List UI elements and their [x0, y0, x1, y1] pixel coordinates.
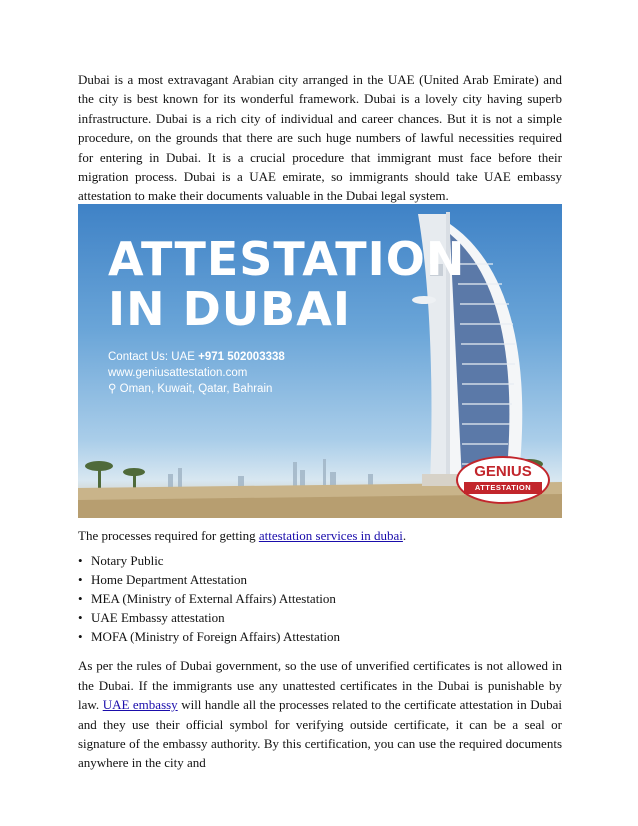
contact-phone: +971 502003338 — [198, 351, 285, 363]
map-pin-icon: ⚲ — [108, 383, 120, 395]
contact-label: Contact Us: UAE — [108, 351, 199, 363]
process-list — [78, 551, 562, 646]
list-item — [78, 551, 562, 570]
list-item — [78, 627, 562, 646]
list-item — [78, 589, 562, 608]
list-item-label: MEA (Ministry of External Affairs) Attestation — [91, 591, 336, 607]
list-item-label: Home Department Attestation — [91, 572, 247, 588]
attestation-banner-image — [78, 204, 562, 518]
attestation-services-link[interactable]: attestation services in dubai — [258, 528, 403, 543]
logo-subtitle: ATTESTATION — [464, 482, 542, 494]
locations-text: Oman, Kuwait, Qatar, Bahrain — [119, 383, 273, 395]
bullet-icon: • — [78, 591, 83, 607]
uae-embassy-link[interactable]: UAE embassy — [102, 697, 178, 713]
banner-locations — [108, 382, 272, 397]
document-page — [78, 70, 562, 773]
list-item — [78, 608, 562, 627]
logo-wordmark: GENIUS — [474, 463, 532, 480]
intro-paragraph: Dubai is a most extravagant Arabian city arranged in the UAE (United Arab Emirate) and the city is best known for its wonderful framework. Dubai is a lovely city having superb infrastructure. Dubai is a rich city of individual and career chances. But it is not a simple procedure, on the grounds that there are such huge numbers of lawful necessities required for entering in Dubai. It is a crucial procedure that immigrant must face before their migration process. Dubai is a UAE emirate, so immigrants should take UAE embassy attestation to make their documents valuable in the Dubai legal system. — [78, 72, 562, 204]
processes-paragraph — [78, 526, 562, 545]
list-item-label: Notary Public — [91, 553, 164, 569]
bullet-icon: • — [78, 610, 83, 626]
rules-text-2: will handle all the processes related to the certificate attestation in Dubai and they use their official symbol for verifying outside certificate, it can be a seal or signature of the embassy authority. By this certification, you can use the required documents anywhere in the city and — [78, 697, 562, 771]
bullet-icon: • — [78, 553, 83, 569]
bullet-icon: • — [78, 572, 83, 588]
bullet-icon: • — [78, 629, 83, 645]
rules-text-1: As per the rules of Dubai government, so the use of unverified certificates is not allowed in the Dubai. If the immigrants use any unattested certificates in the Dubai is punishable by law. — [78, 658, 562, 713]
rules-paragraph — [78, 656, 562, 772]
list-item-label: MOFA (Ministry of Foreign Affairs) Attestation — [91, 629, 341, 645]
banner-contact — [108, 350, 285, 365]
processes-text: The processes required for getting — [78, 528, 259, 543]
banner-website: www.geniusattestation.com — [108, 367, 248, 379]
list-item-label: UAE Embassy attestation — [91, 610, 225, 626]
genius-attestation-logo — [456, 456, 550, 504]
list-item — [78, 570, 562, 589]
processes-suffix: . — [402, 528, 407, 543]
banner-title-line2: IN DUBAI — [108, 282, 351, 336]
banner-title-line1: ATTESTATION — [108, 232, 466, 286]
